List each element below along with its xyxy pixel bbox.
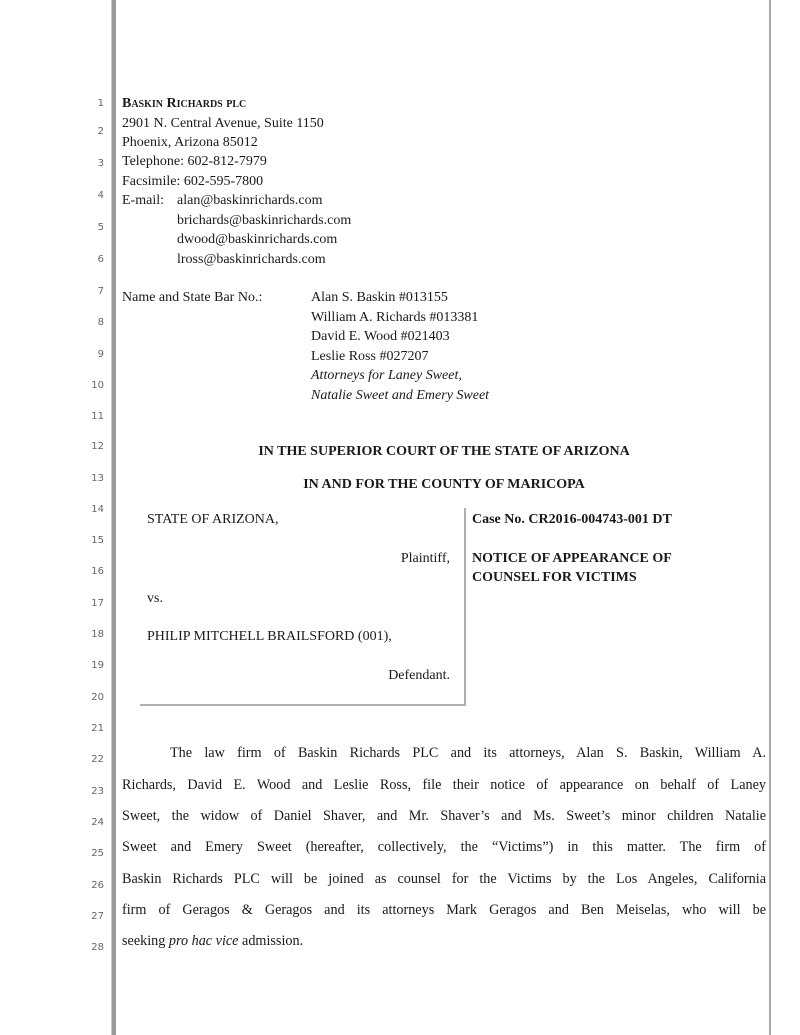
line-number: 10	[91, 380, 104, 391]
line-number: 22	[91, 754, 104, 765]
body-paragraph-line: Sweet, the widow of Daniel Shaver, and Mr. Shaver’s and Ms. Sweet’s minor children Natalie	[122, 808, 766, 824]
line-number: 19	[91, 660, 104, 671]
email-address: dwood@baskinrichards.com	[177, 232, 338, 247]
line-number: 17	[91, 598, 104, 609]
line-number: 14	[91, 504, 104, 515]
line-number: 1	[97, 98, 104, 109]
line-number: 3	[97, 158, 104, 169]
body-paragraph-line: The law firm of Baskin Richards PLC and its attorneys, Alan S. Baskin, William A.	[170, 745, 766, 761]
firm-telephone: Telephone: 602-812-7979	[122, 154, 267, 169]
line-number: 2	[97, 126, 104, 137]
line-number: 8	[97, 317, 104, 328]
line-number: 20	[91, 692, 104, 703]
line-number: 27	[91, 911, 104, 922]
attorney-bar-entry: David E. Wood #021403	[311, 329, 450, 344]
body-paragraph-last-line	[122, 932, 766, 950]
firm-name: Baskin Richards plc	[122, 96, 247, 111]
plaintiff-name: STATE OF ARIZONA,	[147, 512, 279, 527]
line-number: 11	[91, 411, 104, 422]
line-number: 13	[91, 473, 104, 484]
plaintiff-label: Plaintiff,	[400, 551, 450, 566]
line-number: 4	[97, 190, 104, 201]
line-number: 5	[97, 222, 104, 233]
body-paragraph-line: Sweet and Emery Sweet (hereafter, collectively, the “Victims”) in this matter. The firm of	[122, 839, 766, 855]
attorneys-for-line-1: Attorneys for Laney Sweet,	[311, 368, 462, 383]
line-number: 7	[97, 286, 104, 297]
line-number: 26	[91, 880, 104, 891]
firm-facsimile: Facsimile: 602-595-7800	[122, 174, 264, 189]
email-address: brichards@baskinrichards.com	[177, 213, 352, 228]
line-number: 16	[91, 566, 104, 577]
court-heading-line-1: IN THE SUPERIOR COURT OF THE STATE OF ARIZONA	[258, 444, 630, 459]
line-number: 21	[91, 723, 104, 734]
body-paragraph-line: Richards, David E. Wood and Leslie Ross, file their notice of appearance on behalf of Laney	[122, 777, 766, 793]
attorney-bar-entry: William A. Richards #013381	[311, 310, 479, 325]
firm-address-line-1: 2901 N. Central Avenue, Suite 1150	[122, 116, 324, 131]
attorney-bar-entry: Alan S. Baskin #013155	[311, 290, 448, 305]
court-heading-line-2: IN AND FOR THE COUNTY OF MARICOPA	[303, 477, 585, 492]
left-margin-rule	[111, 0, 116, 1035]
attorney-bar-entry: Leslie Ross #027207	[311, 349, 429, 364]
line-number: 23	[91, 786, 104, 797]
line-number: 15	[91, 535, 104, 546]
line-number: 28	[91, 942, 104, 953]
body-text: admission.	[238, 933, 304, 949]
line-number: 12	[91, 441, 104, 452]
case-number: Case No. CR2016-004743-001 DT	[472, 512, 672, 527]
defendant-name: PHILIP MITCHELL BRAILSFORD (001),	[147, 629, 392, 644]
versus-label: vs.	[147, 591, 163, 606]
line-number: 25	[91, 848, 104, 859]
attorneys-for-line-2: Natalie Sweet and Emery Sweet	[311, 388, 490, 403]
body-text: seeking	[122, 933, 169, 949]
document-title-line-2: COUNSEL FOR VICTIMS	[472, 570, 637, 585]
email-address: alan@baskinrichards.com	[177, 193, 323, 208]
bar-number-label: Name and State Bar No.:	[122, 290, 263, 305]
line-number: 9	[97, 349, 104, 360]
line-number: 18	[91, 629, 104, 640]
line-number: 6	[97, 254, 104, 265]
email-address: lross@baskinrichards.com	[177, 252, 326, 267]
right-margin-rule	[769, 0, 771, 1035]
body-paragraph-line: Baskin Richards PLC will be joined as counsel for the Victims by the Los Angeles, California	[122, 871, 766, 887]
firm-address-line-2: Phoenix, Arizona 85012	[122, 135, 258, 150]
body-italic-phrase: pro hac vice	[168, 933, 239, 949]
defendant-label: Defendant.	[388, 668, 450, 683]
body-paragraph-line: firm of Geragos & Geragos and its attorneys Mark Geragos and Ben Meiselas, who will be	[122, 902, 766, 918]
email-label: E-mail:	[122, 193, 164, 208]
line-number: 24	[91, 817, 104, 828]
document-title-line-1: NOTICE OF APPEARANCE OF	[472, 551, 672, 566]
